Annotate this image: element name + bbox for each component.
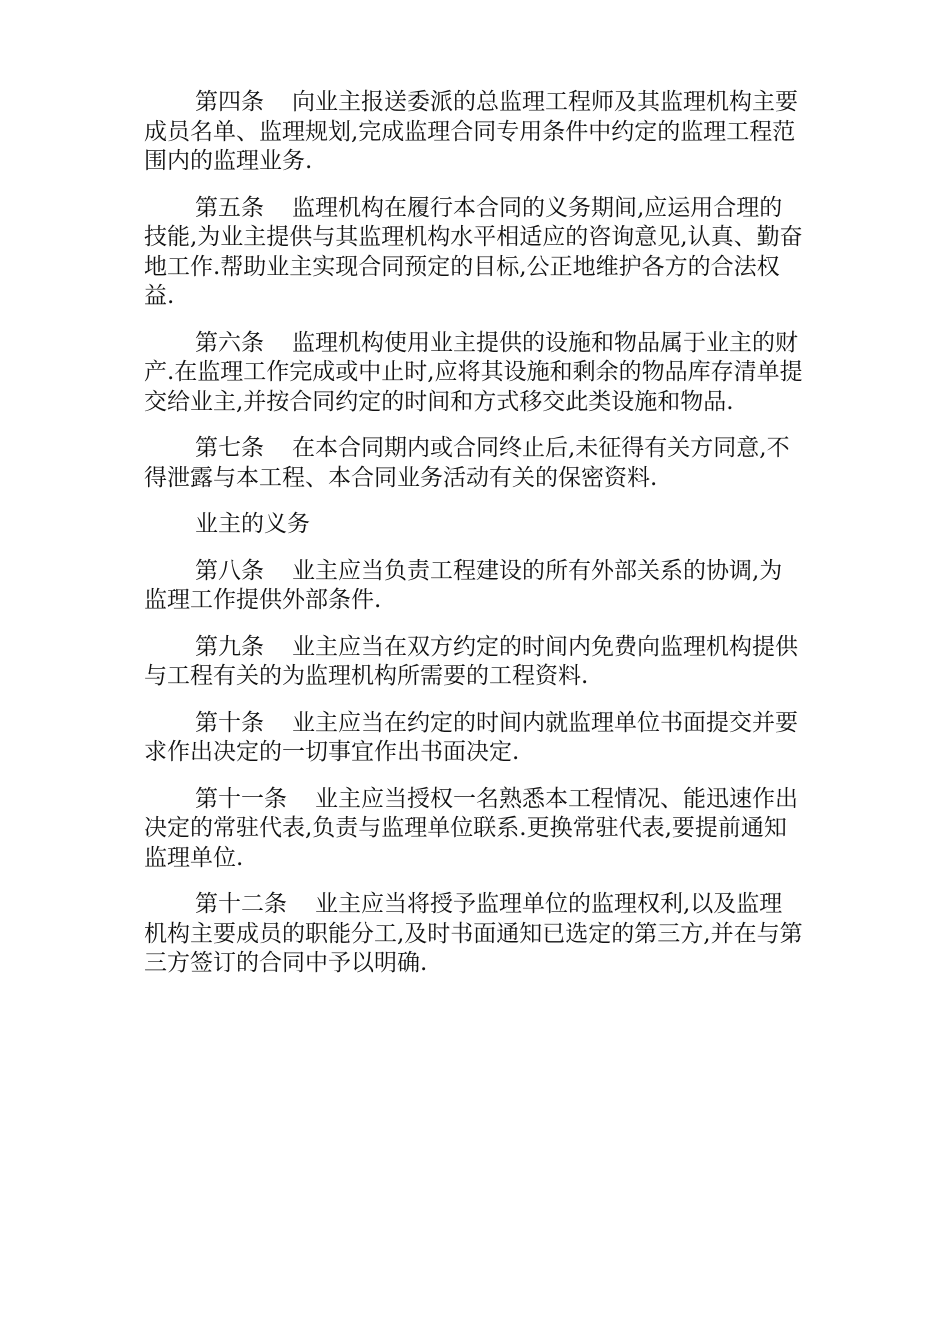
article-4	[144, 88, 804, 177]
article-text: 业主应当授权一名熟悉本工程情况、能迅速作出决定的常驻代表,负责与监理单位联系.更换常驻代表,要提前通知监理单位.	[144, 785, 798, 871]
article-text: 监理机构使用业主提供的设施和物品属于业主的财产.在监理工作完成或中止时,应将其设施和剩余的物品库存清单提交给业主,并按合同约定的时间和方式移交此类设施和物品.	[144, 329, 803, 415]
article-11	[144, 785, 804, 874]
article-text: 向业主报送委派的总监理工程师及其监理机构主要成员名单、监理规划,完成监理合同专用条件中约定的监理工程范围内的监理业务.	[144, 89, 798, 174]
article-text: 监理机构在履行本合同的义务期间,应运用合理的技能,为业主提供与其监理机构水平相适应的咨询意见,认真、勤奋地工作.帮助业主实现合同预定的目标,公正地维护各方的合法权益.	[144, 194, 803, 309]
section-title: 业主的义务	[195, 511, 310, 537]
article-10	[144, 709, 804, 768]
article-text: 业主应当在约定的时间内就监理单位书面提交并要求作出决定的一切事宜作出书面决定.	[144, 709, 798, 765]
article-number: 第十一条	[195, 785, 287, 812]
article-text: 业主应当将授予监理单位的监理权利,以及监理机构主要成员的职能分工,及时书面通知已选定的第三方,并在与第三方签订的合同中予以明确.	[144, 891, 803, 976]
article-number: 第六条	[195, 329, 264, 356]
article-8	[144, 557, 804, 616]
article-5	[144, 194, 804, 312]
article-number: 第八条	[195, 557, 264, 584]
article-text: 业主应当负责工程建设的所有外部关系的协调,为监理工作提供外部条件.	[144, 557, 783, 613]
article-number: 第五条	[195, 194, 264, 221]
article-12	[144, 890, 804, 979]
article-number: 第九条	[195, 633, 264, 660]
article-number: 第十条	[195, 709, 264, 736]
article-9	[144, 633, 804, 692]
article-number: 第十二条	[195, 891, 287, 917]
article-text: 业主应当在双方约定的时间内免费向监理机构提供与工程有关的为监理机构所需要的工程资料.	[144, 633, 798, 689]
article-number: 第七条	[195, 435, 264, 461]
article-text: 在本合同期内或合同终止后,未征得有关方同意,不得泄露与本工程、本合同业务活动有关的保密资料.	[144, 435, 790, 491]
article-6	[144, 329, 804, 418]
article-7	[144, 434, 804, 493]
document-page	[144, 88, 804, 996]
article-number: 第四条	[195, 89, 264, 115]
